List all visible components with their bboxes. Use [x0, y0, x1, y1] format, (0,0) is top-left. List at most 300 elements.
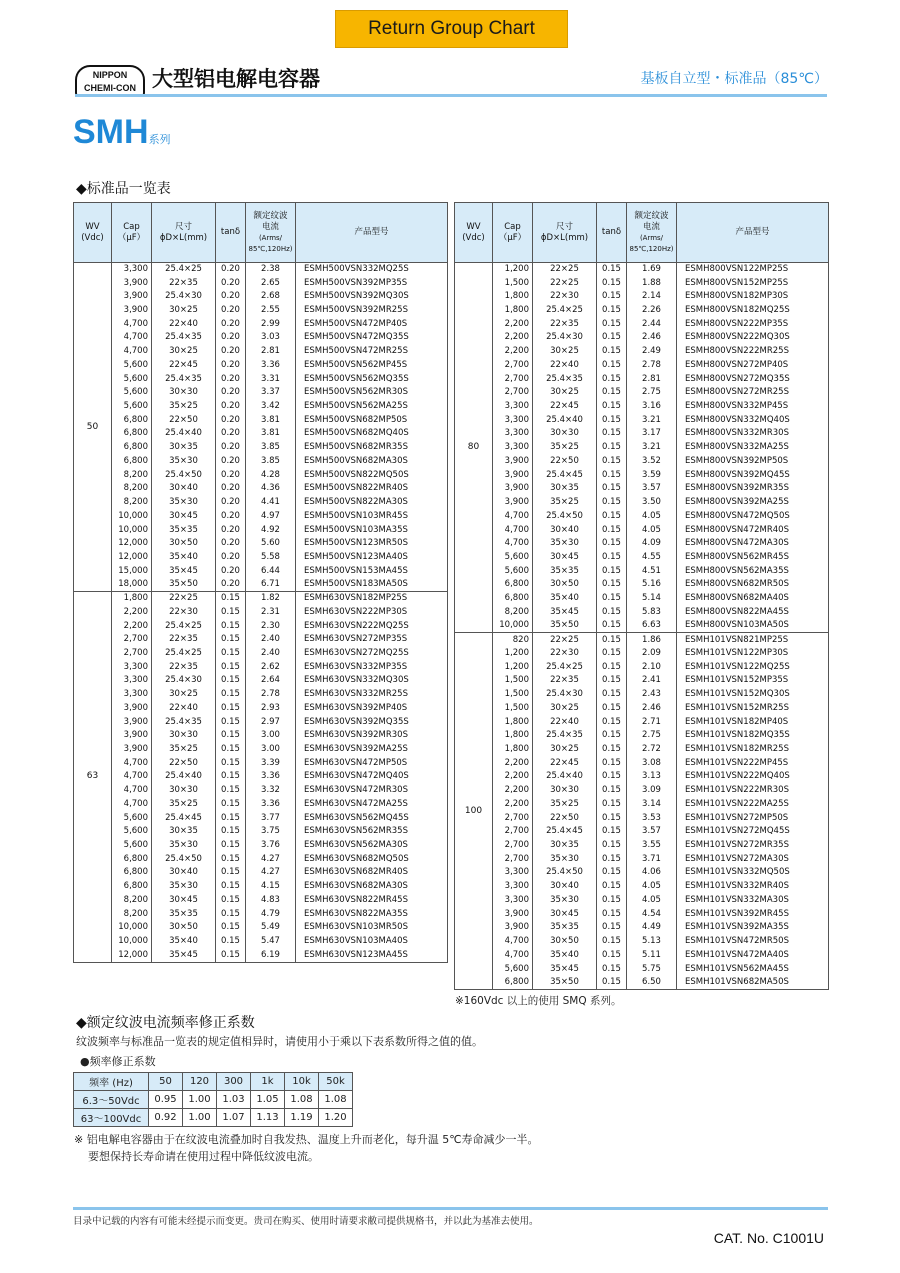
- table-row: [74, 290, 448, 304]
- ripple-cell: 5.13: [627, 935, 677, 949]
- cap-cell: 5,600: [112, 386, 152, 400]
- part-number-cell: ESMH800VSN332MA25S: [677, 441, 829, 455]
- cap-cell: 2,200: [493, 798, 533, 812]
- ripple-cell: 3.14: [627, 798, 677, 812]
- tan-cell: 0.15: [597, 756, 627, 770]
- table-row: [74, 509, 448, 523]
- ripple-cell: 3.57: [627, 482, 677, 496]
- table-row: [74, 496, 448, 510]
- footer-divider: [73, 1207, 828, 1210]
- freq-header-cell: 1k: [251, 1073, 285, 1091]
- freq-cell: 1.03: [217, 1091, 251, 1109]
- ripple-cell: 3.13: [627, 770, 677, 784]
- freq-cell: 1.19: [285, 1109, 319, 1127]
- table-row: [455, 537, 829, 551]
- table-row: [455, 317, 829, 331]
- part-number-cell: ESMH101VSN472MR50S: [677, 935, 829, 949]
- size-cell: 22×35: [152, 660, 216, 674]
- table-row: [455, 948, 829, 962]
- wv-cell: 100: [455, 633, 493, 990]
- tan-cell: 0.15: [597, 647, 627, 661]
- tan-cell: 0.15: [597, 948, 627, 962]
- part-number-cell: ESMH500VSN332MQ25S: [296, 263, 448, 277]
- size-cell: 30×40: [533, 523, 597, 537]
- size-cell: 35×45: [152, 564, 216, 578]
- ripple-cell: 3.52: [627, 455, 677, 469]
- cap-cell: 2,700: [493, 386, 533, 400]
- size-cell: 25.4×25: [152, 263, 216, 277]
- tan-cell: 0.20: [216, 578, 246, 592]
- cap-cell: 1,200: [493, 263, 533, 277]
- cap-cell: 5,600: [112, 825, 152, 839]
- ripple-cell: 5.14: [627, 592, 677, 606]
- nippon-chemicon-logo: [75, 65, 145, 97]
- ripple-cell: 2.55: [246, 304, 296, 318]
- part-number-cell: ESMH500VSN153MA45S: [296, 564, 448, 578]
- tan-cell: 0.15: [216, 674, 246, 688]
- part-number-cell: ESMH500VSN822MA30S: [296, 496, 448, 510]
- footer-disclaimer: 目录中记载的内容有可能未经提示而变更。贵司在购买、使用时请要求敝司提供规格书，并以此为基准去使用。: [73, 1216, 539, 1227]
- part-number-cell: ESMH101VSN562MA45S: [677, 962, 829, 976]
- ripple-cell: 3.53: [627, 811, 677, 825]
- size-cell: 25.4×50: [533, 866, 597, 880]
- cap-cell: 5,600: [493, 962, 533, 976]
- table-row: [74, 605, 448, 619]
- tan-cell: 0.15: [216, 647, 246, 661]
- size-cell: 25.4×45: [533, 468, 597, 482]
- size-cell: 25.4×40: [152, 770, 216, 784]
- cap-cell: 3,300: [493, 894, 533, 908]
- tan-cell: 0.15: [597, 263, 627, 277]
- ripple-cell: 4.41: [246, 496, 296, 510]
- freq-cell: 0.92: [149, 1109, 183, 1127]
- freq-description: 纹波频率与标准品一览表的规定值相异时，请使用小于乘以下表系数所得之值的值。: [76, 1035, 483, 1048]
- tan-cell: 0.15: [597, 482, 627, 496]
- part-number-cell: ESMH800VSN392MQ45S: [677, 468, 829, 482]
- cap-cell: 5,600: [112, 811, 152, 825]
- size-cell: 30×25: [152, 688, 216, 702]
- size-cell: 35×35: [533, 921, 597, 935]
- tan-cell: 0.15: [597, 564, 627, 578]
- freq-subtitle: ●频率修正系数: [80, 1055, 156, 1068]
- ripple-cell: 2.75: [627, 729, 677, 743]
- part-number-cell: ESMH800VSN332MR30S: [677, 427, 829, 441]
- size-cell: 30×50: [152, 537, 216, 551]
- ripple-cell: 3.71: [627, 852, 677, 866]
- size-cell: 25.4×30: [533, 331, 597, 345]
- logo-line2: CHEMI-CON: [84, 83, 136, 93]
- table-row: [455, 400, 829, 414]
- tan-cell: 0.15: [597, 770, 627, 784]
- tan-cell: 0.15: [216, 921, 246, 935]
- cap-cell: 10,000: [493, 619, 533, 633]
- size-cell: 30×40: [152, 866, 216, 880]
- part-number-cell: ESMH630VSN332MR25S: [296, 688, 448, 702]
- ripple-cell: 3.42: [246, 400, 296, 414]
- return-group-chart-button[interactable]: Return Group Chart: [335, 10, 568, 48]
- size-cell: 30×50: [152, 921, 216, 935]
- part-number-cell: ESMH630VSN562MR35S: [296, 825, 448, 839]
- cap-cell: 1,800: [493, 290, 533, 304]
- cap-cell: 6,800: [112, 852, 152, 866]
- part-number-cell: ESMH630VSN392MP40S: [296, 702, 448, 716]
- tan-cell: 0.15: [597, 317, 627, 331]
- size-cell: 30×40: [152, 482, 216, 496]
- cap-cell: 2,700: [493, 359, 533, 373]
- cap-cell: 12,000: [112, 551, 152, 565]
- table-row: [74, 770, 448, 784]
- table-row: [455, 729, 829, 743]
- freq-row: [74, 1091, 353, 1109]
- size-cell: 22×50: [533, 811, 597, 825]
- table-row: [74, 372, 448, 386]
- tan-cell: 0.15: [216, 770, 246, 784]
- catalog-number: CAT. No. C1001U: [713, 1230, 824, 1246]
- size-cell: 25.4×50: [152, 852, 216, 866]
- part-number-cell: ESMH101VSN152MR25S: [677, 702, 829, 716]
- ripple-cell: 2.30: [246, 619, 296, 633]
- table-row: [455, 496, 829, 510]
- cap-cell: 2,200: [112, 619, 152, 633]
- ripple-cell: 4.05: [627, 880, 677, 894]
- tan-cell: 0.15: [597, 962, 627, 976]
- cap-cell: 5,600: [112, 839, 152, 853]
- col-size: 尺寸 ϕD×L(mm): [152, 203, 216, 263]
- size-cell: 35×40: [533, 948, 597, 962]
- col-cap: Cap （μF）: [112, 203, 152, 263]
- freq-header-row: [74, 1073, 353, 1091]
- size-cell: 35×25: [152, 743, 216, 757]
- tan-cell: 0.20: [216, 455, 246, 469]
- freq-header-cell: 50: [149, 1073, 183, 1091]
- freq-cell: 1.08: [285, 1091, 319, 1109]
- tan-cell: 0.20: [216, 564, 246, 578]
- part-number-cell: ESMH800VSN332MP45S: [677, 400, 829, 414]
- cap-cell: 15,000: [112, 564, 152, 578]
- cap-cell: 3,900: [493, 907, 533, 921]
- ripple-cell: 5.16: [627, 578, 677, 592]
- cap-cell: 3,300: [112, 263, 152, 277]
- part-number-cell: ESMH101VSN472MA40S: [677, 948, 829, 962]
- cap-cell: 12,000: [112, 537, 152, 551]
- part-number-cell: ESMH630VSN392MA25S: [296, 743, 448, 757]
- part-number-cell: ESMH101VSN392MA35S: [677, 921, 829, 935]
- size-cell: 35×25: [533, 496, 597, 510]
- table-row: [74, 688, 448, 702]
- ripple-cell: 4.27: [246, 866, 296, 880]
- part-number-cell: ESMH630VSN822MA35S: [296, 907, 448, 921]
- part-number-cell: ESMH101VSN272MR35S: [677, 839, 829, 853]
- series-name: [73, 113, 171, 159]
- size-cell: 35×25: [533, 441, 597, 455]
- ripple-cell: 3.36: [246, 798, 296, 812]
- table-row: [455, 592, 829, 606]
- cap-cell: 1,200: [493, 660, 533, 674]
- tan-cell: 0.15: [597, 427, 627, 441]
- size-cell: 22×40: [533, 359, 597, 373]
- size-cell: 25.4×50: [533, 509, 597, 523]
- part-number-cell: ESMH101VSN332MR40S: [677, 880, 829, 894]
- tan-cell: 0.15: [597, 413, 627, 427]
- cap-cell: 2,700: [112, 647, 152, 661]
- tan-cell: 0.15: [597, 605, 627, 619]
- ripple-cell: 2.71: [627, 715, 677, 729]
- cap-cell: 18,000: [112, 578, 152, 592]
- ripple-cell: 2.49: [627, 345, 677, 359]
- tan-cell: 0.15: [597, 907, 627, 921]
- tan-cell: 0.20: [216, 523, 246, 537]
- part-number-cell: ESMH101VSN222MA25S: [677, 798, 829, 812]
- tan-cell: 0.15: [597, 715, 627, 729]
- part-number-cell: ESMH630VSN682MQ50S: [296, 852, 448, 866]
- cap-cell: 3,900: [493, 468, 533, 482]
- tan-cell: 0.15: [216, 880, 246, 894]
- table-row: [455, 304, 829, 318]
- tan-cell: 0.15: [597, 811, 627, 825]
- table-row: [455, 427, 829, 441]
- cap-cell: 1,500: [493, 688, 533, 702]
- table-row: [455, 770, 829, 784]
- size-cell: 35×40: [152, 935, 216, 949]
- part-number-cell: ESMH800VSN392MP50S: [677, 455, 829, 469]
- ripple-cell: 3.85: [246, 455, 296, 469]
- table-row: [74, 413, 448, 427]
- table-row: [455, 468, 829, 482]
- part-number-cell: ESMH630VSN272MP35S: [296, 633, 448, 647]
- cap-cell: 4,700: [112, 317, 152, 331]
- tan-cell: 0.15: [597, 660, 627, 674]
- tan-cell: 0.15: [597, 743, 627, 757]
- size-cell: 35×30: [152, 496, 216, 510]
- page-subtitle: 基板自立型・标准品（85℃）: [640, 71, 828, 87]
- cap-cell: 820: [493, 633, 533, 647]
- size-cell: 30×45: [152, 509, 216, 523]
- part-number-cell: ESMH630VSN332MP35S: [296, 660, 448, 674]
- cap-cell: 2,700: [493, 811, 533, 825]
- size-cell: 35×30: [152, 839, 216, 853]
- part-number-cell: ESMH500VSN682MR35S: [296, 441, 448, 455]
- ripple-cell: 1.69: [627, 263, 677, 277]
- size-cell: 35×25: [152, 798, 216, 812]
- size-cell: 30×35: [152, 825, 216, 839]
- size-cell: 25.4×30: [533, 688, 597, 702]
- size-cell: 25.4×30: [152, 674, 216, 688]
- tan-cell: 0.20: [216, 276, 246, 290]
- part-number-cell: ESMH800VSN562MR45S: [677, 551, 829, 565]
- part-number-cell: ESMH101VSN222MP45S: [677, 756, 829, 770]
- table-row: [74, 633, 448, 647]
- cap-cell: 3,300: [112, 660, 152, 674]
- tan-cell: 0.15: [597, 619, 627, 633]
- part-number-cell: ESMH630VSN392MQ35S: [296, 715, 448, 729]
- part-number-cell: ESMH630VSN562MQ45S: [296, 811, 448, 825]
- page-title: 大型铝电解电容器: [152, 67, 320, 91]
- ripple-cell: 5.11: [627, 948, 677, 962]
- tan-cell: 0.15: [597, 729, 627, 743]
- table-row: [74, 674, 448, 688]
- table-row: [74, 729, 448, 743]
- size-cell: 22×35: [533, 674, 597, 688]
- table-row: [74, 825, 448, 839]
- ripple-cell: 2.68: [246, 290, 296, 304]
- tan-cell: 0.15: [216, 894, 246, 908]
- table-row: [74, 702, 448, 716]
- cap-cell: 6,800: [112, 441, 152, 455]
- tan-cell: 0.15: [216, 935, 246, 949]
- ripple-cell: 2.81: [627, 372, 677, 386]
- cap-cell: 5,600: [112, 372, 152, 386]
- table-row: [455, 619, 829, 633]
- size-cell: 22×25: [152, 592, 216, 606]
- table-row: [455, 276, 829, 290]
- table-row: [455, 907, 829, 921]
- tan-cell: 0.15: [597, 509, 627, 523]
- spec-table-left: [73, 202, 448, 963]
- part-number-cell: ESMH500VSN123MR50S: [296, 537, 448, 551]
- part-number-cell: ESMH500VSN472MQ35S: [296, 331, 448, 345]
- tan-cell: 0.15: [597, 372, 627, 386]
- table-row: [74, 578, 448, 592]
- size-cell: 22×30: [152, 605, 216, 619]
- table-row: [74, 317, 448, 331]
- ripple-cell: 2.99: [246, 317, 296, 331]
- ripple-cell: 6.50: [627, 976, 677, 990]
- size-cell: 30×50: [533, 935, 597, 949]
- size-cell: 35×50: [152, 578, 216, 592]
- freq-cell: 1.00: [183, 1109, 217, 1127]
- ripple-cell: 3.59: [627, 468, 677, 482]
- size-cell: 30×45: [533, 907, 597, 921]
- ripple-cell: 3.77: [246, 811, 296, 825]
- part-number-cell: ESMH500VSN123MA40S: [296, 551, 448, 565]
- part-number-cell: ESMH630VSN123MA45S: [296, 948, 448, 962]
- part-number-cell: ESMH800VSN682MR50S: [677, 578, 829, 592]
- table-row: [455, 702, 829, 716]
- size-cell: 30×30: [533, 784, 597, 798]
- tan-cell: 0.15: [597, 894, 627, 908]
- tan-cell: 0.15: [597, 441, 627, 455]
- freq-cell: 0.95: [149, 1091, 183, 1109]
- ripple-cell: 3.17: [627, 427, 677, 441]
- ripple-cell: 4.15: [246, 880, 296, 894]
- part-number-cell: ESMH630VSN682MR40S: [296, 866, 448, 880]
- part-number-cell: ESMH800VSN182MQ25S: [677, 304, 829, 318]
- size-cell: 22×45: [533, 400, 597, 414]
- tan-cell: 0.20: [216, 331, 246, 345]
- table-row: [74, 386, 448, 400]
- part-number-cell: ESMH630VSN682MA30S: [296, 880, 448, 894]
- table-row: [455, 894, 829, 908]
- ripple-cell: 2.72: [627, 743, 677, 757]
- size-cell: 35×30: [533, 537, 597, 551]
- part-number-cell: ESMH500VSN562MP45S: [296, 359, 448, 373]
- part-number-cell: ESMH800VSN222MQ30S: [677, 331, 829, 345]
- tan-cell: 0.15: [216, 825, 246, 839]
- table-row: [74, 798, 448, 812]
- table-row: [455, 551, 829, 565]
- cap-cell: 5,600: [112, 359, 152, 373]
- cap-cell: 8,200: [112, 468, 152, 482]
- tan-cell: 0.15: [597, 633, 627, 647]
- table-row: [455, 633, 829, 647]
- size-cell: 35×25: [533, 798, 597, 812]
- table-row: [455, 715, 829, 729]
- tan-cell: 0.15: [216, 715, 246, 729]
- tan-cell: 0.15: [597, 674, 627, 688]
- table-row: [455, 605, 829, 619]
- tan-cell: 0.15: [216, 811, 246, 825]
- part-number-cell: ESMH800VSN562MA35S: [677, 564, 829, 578]
- table-row: [455, 825, 829, 839]
- size-cell: 35×30: [152, 455, 216, 469]
- size-cell: 30×30: [152, 729, 216, 743]
- tan-cell: 0.15: [597, 345, 627, 359]
- part-number-cell: ESMH800VSN222MR25S: [677, 345, 829, 359]
- part-number-cell: ESMH800VSN472MQ50S: [677, 509, 829, 523]
- freq-row: [74, 1109, 353, 1127]
- size-cell: 35×35: [152, 907, 216, 921]
- size-cell: 22×30: [533, 647, 597, 661]
- part-number-cell: ESMH101VSN392MR45S: [677, 907, 829, 921]
- size-cell: 35×30: [533, 852, 597, 866]
- cap-cell: 6,800: [112, 427, 152, 441]
- cap-cell: 8,200: [112, 482, 152, 496]
- freq-cell: 1.20: [319, 1109, 353, 1127]
- part-number-cell: ESMH500VSN183MA50S: [296, 578, 448, 592]
- cap-cell: 12,000: [112, 948, 152, 962]
- table-row: [455, 798, 829, 812]
- tan-cell: 0.15: [597, 798, 627, 812]
- part-number-cell: ESMH500VSN682MQ40S: [296, 427, 448, 441]
- tan-cell: 0.20: [216, 509, 246, 523]
- part-number-cell: ESMH630VSN103MR50S: [296, 921, 448, 935]
- cap-cell: 4,700: [112, 331, 152, 345]
- ripple-cell: 2.26: [627, 304, 677, 318]
- ripple-cell: 3.08: [627, 756, 677, 770]
- ripple-cell: 2.93: [246, 702, 296, 716]
- table-row: [74, 427, 448, 441]
- ripple-cell: 2.81: [246, 345, 296, 359]
- freq-cell: 1.00: [183, 1091, 217, 1109]
- ripple-cell: 2.43: [627, 688, 677, 702]
- part-number-cell: ESMH101VSN222MR30S: [677, 784, 829, 798]
- ripple-cell: 5.49: [246, 921, 296, 935]
- table-header-row: [74, 203, 448, 263]
- ripple-cell: 1.88: [627, 276, 677, 290]
- ripple-cell: 3.21: [627, 441, 677, 455]
- cap-cell: 3,300: [493, 866, 533, 880]
- tan-cell: 0.15: [597, 976, 627, 990]
- tan-cell: 0.15: [216, 852, 246, 866]
- table-row: [455, 345, 829, 359]
- logo-line1: NIPPON: [92, 70, 128, 80]
- tan-cell: 0.15: [216, 798, 246, 812]
- table-row: [74, 935, 448, 949]
- ripple-cell: 2.41: [627, 674, 677, 688]
- table-row: [74, 482, 448, 496]
- size-cell: 35×30: [152, 880, 216, 894]
- tan-cell: 0.15: [597, 935, 627, 949]
- part-number-cell: ESMH101VSN152MP35S: [677, 674, 829, 688]
- cap-cell: 6,800: [112, 866, 152, 880]
- part-number-cell: ESMH630VSN222MP30S: [296, 605, 448, 619]
- col-part: 产品型号: [677, 203, 829, 263]
- ripple-cell: 4.05: [627, 523, 677, 537]
- table-row: [455, 784, 829, 798]
- tan-cell: 0.15: [216, 633, 246, 647]
- ripple-cell: 6.19: [246, 948, 296, 962]
- cap-cell: 3,900: [493, 921, 533, 935]
